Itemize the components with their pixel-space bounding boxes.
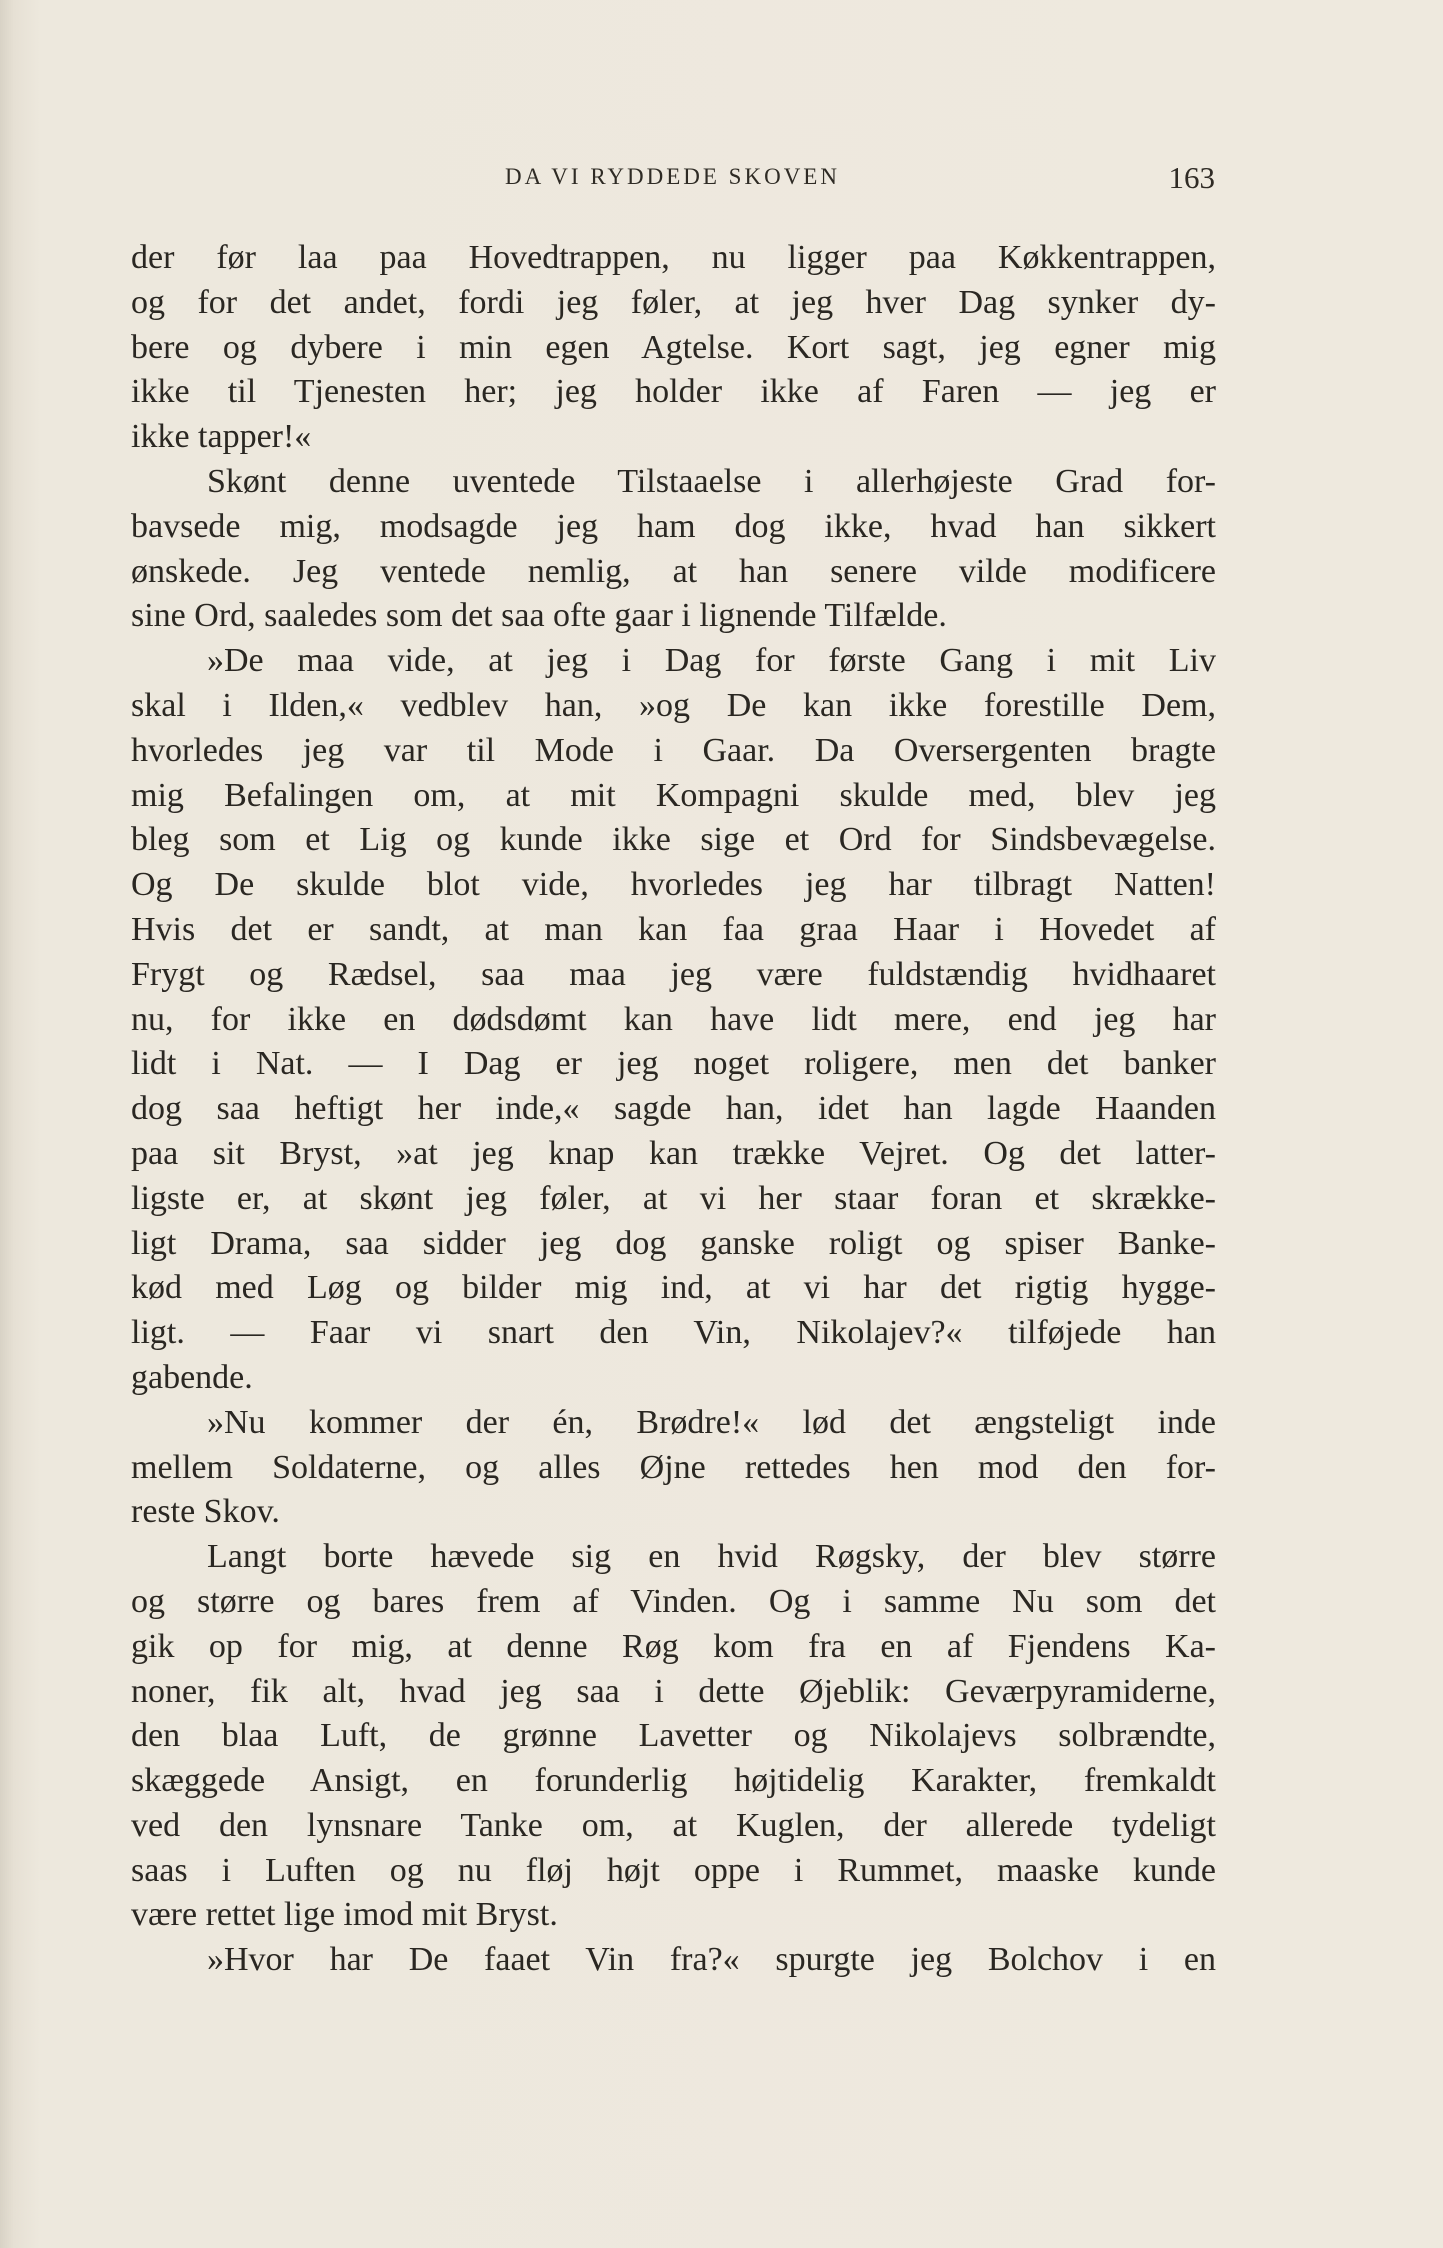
text-line: ligt. — Faar vi snart den Vin, Nikolajev?« tilføjede han bbox=[131, 1314, 1216, 1352]
text-line: Hvis det er sandt, at man kan faa graa Haar i Hovedet af bbox=[131, 910, 1216, 948]
text-line: Frygt og Rædsel, saa maa jeg være fuldstændig hvidhaaret bbox=[131, 955, 1216, 993]
body-text bbox=[131, 236, 1216, 1983]
text-line: bleg som et Lig og kunde ikke sige et Ord for Sindsbevægelse. bbox=[131, 821, 1216, 859]
text-line: kød med Løg og bilder mig ind, at vi har det rigtig hygge- bbox=[131, 1269, 1216, 1307]
text-line: »De maa vide, at jeg i Dag for første Gang i mit Liv bbox=[207, 642, 1216, 680]
text-line: ønskede. Jeg ventede nemlig, at han senere vilde modificere bbox=[131, 552, 1216, 590]
text-line: sine Ord, saaledes som det saa ofte gaar i lignende Tilfælde. bbox=[131, 597, 947, 635]
page-number: 163 bbox=[1168, 160, 1215, 195]
text-line: Og De skulde blot vide, hvorledes jeg har tilbragt Natten! bbox=[131, 866, 1216, 904]
text-line: Langt borte hævede sig en hvid Røgsky, der blev større bbox=[207, 1538, 1216, 1576]
text-line: Skønt denne uventede Tilstaaelse i allerhøjeste Grad for- bbox=[207, 462, 1216, 500]
text-line: være rettet lige imod mit Bryst. bbox=[131, 1896, 558, 1934]
text-line: nu, for ikke en dødsdømt kan have lidt mere, end jeg har bbox=[131, 1000, 1216, 1038]
text-line: der før laa paa Hovedtrappen, nu ligger paa Køkkentrappen, bbox=[131, 239, 1216, 276]
text-line: gik op for mig, at denne Røg kom fra en af Fjendens Ka- bbox=[131, 1627, 1216, 1665]
text-line: bere og dybere i min egen Agtelse. Kort sagt, jeg egner mig bbox=[131, 328, 1216, 366]
text-line: og for det andet, fordi jeg føler, at jeg hver Dag synker dy- bbox=[131, 283, 1216, 321]
text-line: hvorledes jeg var til Mode i Gaar. Da Oversergenten bragte bbox=[131, 731, 1216, 769]
text-line: ikke tapper!« bbox=[131, 418, 312, 456]
text-line: ikke til Tjenesten her; jeg holder ikke af Faren — jeg er bbox=[131, 373, 1216, 411]
text-line: ved den lynsnare Tanke om, at Kuglen, der allerede tydeligt bbox=[131, 1806, 1216, 1844]
text-line: noner, fik alt, hvad jeg saa i dette Øjeblik: Geværpyramiderne, bbox=[131, 1672, 1216, 1710]
text-line: paa sit Bryst, »at jeg knap kan trække Vejret. Og det latter- bbox=[131, 1134, 1216, 1172]
text-line: skal i Ilden,« vedblev han, »og De kan ikke forestille Dem, bbox=[131, 686, 1216, 724]
text-line: mig Befalingen om, at mit Kompagni skulde med, blev jeg bbox=[131, 776, 1216, 814]
page-header bbox=[130, 160, 1215, 200]
text-line: den blaa Luft, de grønne Lavetter og Nikolajevs solbrændte, bbox=[131, 1717, 1216, 1755]
running-head: DA VI RYDDEDE SKOVEN bbox=[505, 164, 840, 189]
text-line: »Nu kommer der én, Brødre!« lød det ængsteligt inde bbox=[207, 1403, 1216, 1441]
text-line: bavsede mig, modsagde jeg ham dog ikke, hvad han sikkert bbox=[131, 507, 1216, 545]
text-line: dog saa heftigt her inde,« sagde han, idet han lagde Haanden bbox=[131, 1090, 1216, 1128]
text-line: og større og bares frem af Vinden. Og i samme Nu som det bbox=[131, 1582, 1216, 1620]
text-line: ligt Drama, saa sidder jeg dog ganske roligt og spiser Banke- bbox=[131, 1224, 1216, 1262]
text-line: gabende. bbox=[131, 1358, 253, 1396]
text-line: »Hvor har De faaet Vin fra?« spurgte jeg Bolchov i en bbox=[207, 1941, 1216, 1979]
text-line: reste Skov. bbox=[131, 1493, 280, 1531]
text-line: mellem Soldaterne, og alles Øjne rettedes hen mod den for- bbox=[131, 1448, 1216, 1486]
text-line: ligste er, at skønt jeg føler, at vi her staar foran et skrække- bbox=[131, 1179, 1216, 1217]
text-line: lidt i Nat. — I Dag er jeg noget roligere, men det banker bbox=[131, 1045, 1216, 1083]
text-line: saas i Luften og nu fløj højt oppe i Rummet, maaske kunde bbox=[131, 1851, 1216, 1889]
text-line: skæggede Ansigt, en forunderlig højtidelig Karakter, fremkaldt bbox=[131, 1762, 1216, 1800]
